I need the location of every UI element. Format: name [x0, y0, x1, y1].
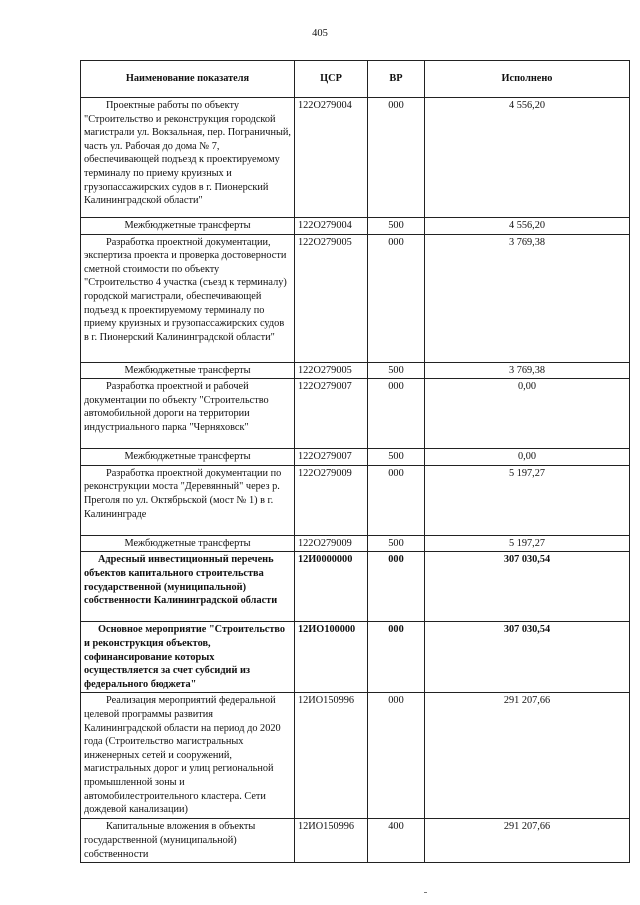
- row-csr: 122О279005: [295, 362, 368, 379]
- row-vr: 000: [368, 622, 425, 693]
- row-name: Капитальные вложения в объекты государственной (муниципальной) собственности: [81, 819, 295, 863]
- table-header-row: [81, 61, 630, 98]
- row-vr: 000: [368, 693, 425, 819]
- table-row: [81, 449, 630, 466]
- row-name: Межбюджетные трансферты: [81, 362, 295, 379]
- row-name: Межбюджетные трансферты: [81, 218, 295, 235]
- row-executed: 5 197,27: [425, 535, 630, 552]
- row-csr: 12ИО150996: [295, 819, 368, 863]
- header-name: Наименование показателя: [81, 61, 295, 98]
- row-vr: 500: [368, 218, 425, 235]
- row-name: Реализация мероприятий федеральной целевой программы развития Калининградской области на период до 2020 года (Строительство магистральных инженерных сетей и сооружений, магистральных дорог и улиц региональной промышленной зоны и автомобилестроительного кластера. Сети дождевой канализации): [81, 693, 295, 819]
- row-name: Разработка проектной документации по реконструкции моста "Деревянный" через р. Преголя по ул. Октябрьской (мост № 1) в г. Калининграде: [81, 465, 295, 535]
- row-vr: 500: [368, 535, 425, 552]
- row-executed: 3 769,38: [425, 234, 630, 362]
- table-row: [81, 234, 630, 362]
- row-executed: 291 207,66: [425, 693, 630, 819]
- row-executed: 0,00: [425, 449, 630, 466]
- row-vr: 000: [368, 98, 425, 218]
- row-vr: 400: [368, 819, 425, 863]
- row-vr: 000: [368, 465, 425, 535]
- scan-mark: [424, 892, 427, 893]
- row-executed: 4 556,20: [425, 218, 630, 235]
- header-executed: Исполнено: [425, 61, 630, 98]
- row-csr: 12ИО100000: [295, 622, 368, 693]
- table-row: [81, 622, 630, 693]
- page-number: 405: [312, 28, 328, 39]
- row-csr: 122О279009: [295, 535, 368, 552]
- row-csr: 122О279009: [295, 465, 368, 535]
- row-name: Проектные работы по объекту "Строительство и реконструкция городской магистрали ул. Вокзальная, пер. Пограничный, часть ул. Рабочая до дома № 7, обеспечивающей подъезд к проектируемому терминалу по приему круизных и грузопассажирских судов в г. Пионерский Калининградской области": [81, 98, 295, 218]
- row-name: Межбюджетные трансферты: [81, 535, 295, 552]
- row-executed: 3 769,38: [425, 362, 630, 379]
- row-executed: 291 207,66: [425, 819, 630, 863]
- table-row: [81, 465, 630, 535]
- row-executed: 307 030,54: [425, 622, 630, 693]
- row-executed: 4 556,20: [425, 98, 630, 218]
- row-csr: 12И0000000: [295, 552, 368, 622]
- table-row: [81, 819, 630, 863]
- row-vr: 000: [368, 234, 425, 362]
- row-csr: 122О279004: [295, 218, 368, 235]
- row-name: Основное мероприятие "Строительство и реконструкция объектов, софинансирование которых осуществляется за счет субсидий из федерального бюджета": [81, 622, 295, 693]
- row-csr: 122О279007: [295, 379, 368, 449]
- row-vr: 000: [368, 552, 425, 622]
- table-row: [81, 693, 630, 819]
- row-vr: 500: [368, 362, 425, 379]
- row-vr: 000: [368, 379, 425, 449]
- table-row: [81, 218, 630, 235]
- row-csr: 122О279005: [295, 234, 368, 362]
- row-csr: 122О279007: [295, 449, 368, 466]
- row-name: Адресный инвестиционный перечень объектов капитального строительства государственной (муниципальной) собственности Калининградской области: [81, 552, 295, 622]
- row-executed: 0,00: [425, 379, 630, 449]
- budget-execution-table: [80, 60, 630, 863]
- header-csr: ЦСР: [295, 61, 368, 98]
- row-name: Разработка проектной и рабочей документации по объекту "Строительство автомобильной дороги на территории индустриального парка "Черняховск": [81, 379, 295, 449]
- row-vr: 500: [368, 449, 425, 466]
- table-row: [81, 98, 630, 218]
- row-name: Разработка проектной документации, экспертиза проекта и проверка достоверности сметной стоимости по объекту "Строительство 4 участка (съезд к терминалу) городской магистрали, обеспечивающей подъезд к проектируемому терминалу по приему круизных и грузопассажирских судов в г. Пионерский Калининградской области": [81, 234, 295, 362]
- row-name: Межбюджетные трансферты: [81, 449, 295, 466]
- table-row: [81, 379, 630, 449]
- row-executed: 5 197,27: [425, 465, 630, 535]
- table-row: [81, 552, 630, 622]
- header-vr: ВР: [368, 61, 425, 98]
- row-executed: 307 030,54: [425, 552, 630, 622]
- table-row: [81, 362, 630, 379]
- row-csr: 122О279004: [295, 98, 368, 218]
- table-row: [81, 535, 630, 552]
- row-csr: 12ИО150996: [295, 693, 368, 819]
